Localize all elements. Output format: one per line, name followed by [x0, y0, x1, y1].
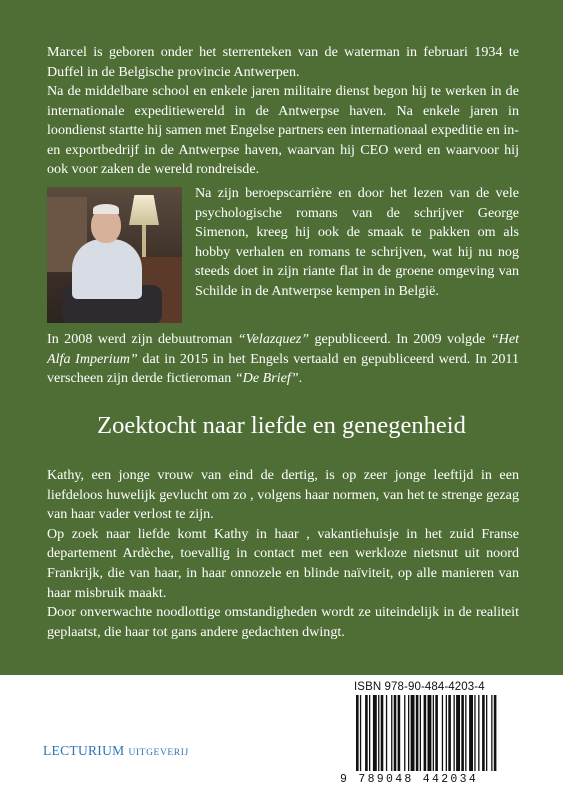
author-photo	[47, 187, 182, 323]
publisher-sub: UITGEVERIJ	[128, 748, 189, 758]
book-title-velazquez: “Velazquez”	[237, 331, 310, 347]
bio-paragraph-birth: Marcel is geboren onder het sterrenteken van de waterman in februari 1934 te Duffel in de Belgische provincie Antwerpen.	[47, 44, 519, 80]
synopsis	[47, 466, 519, 642]
bio-paragraph-publications: In 2008 werd zijn debuutroman “Velazquez” gepubliceerd. In 2009 volgde “Het Alfa Imperium” dat in 2015 in het Engels vertaald en gepubliceerd werd. In 2011 verscheen zijn derde fictieroman “De Brief”.	[47, 331, 519, 387]
bio-paragraph-career: Na de middelbare school en enkele jaren militaire dienst begon hij te werken in de internationale expeditiewereld in de Antwerpse haven. Na enkele jaren in loondienst startte hij samen met Engelse partners een internationaal expeditie en in- en exportbedrijf in de Antwerpse haven, waarvan hij CEO werd en waarvoor hij ook voor zaken de wereld rondreisde.	[47, 83, 519, 178]
barcode-digits: 9 789048 442034	[340, 773, 479, 786]
book-subtitle: Zoektocht naar liefde en genegenheid	[97, 412, 466, 439]
synopsis-paragraph-2: Op zoek naar liefde komt Kathy in haar , vakantiehuisje in het zuid Franse departement Ardèche, toevallig in contact met een werkloze nietsnut uit noord Frankrijk, die van haar, in haar onnozele en blinde naïviteit, op alle manieren van haar misbruik maakt.	[47, 525, 519, 601]
isbn-label: ISBN 978-90-484-4203-4	[354, 681, 485, 693]
bio-paragraph-writing: Na zijn beroepscarrière en door het lezen van de vele psychologische romans van de schrijver George Simenon, kreeg hij ook de smaak te pakken om als hobby verhalen en romans te schrijven, wat hij nu nog steeds doet in zijn riante flat in de groene omgeving van Schilde in de Antwerpse kempen in België.	[195, 185, 519, 299]
book-title-de-brief: “De Brief”	[234, 370, 299, 387]
barcode-icon	[354, 695, 539, 773]
book-title-alfa-imperium: “Het Alfa Imperium”	[47, 331, 519, 367]
publisher-name: LECTURIUM	[43, 743, 125, 758]
synopsis-paragraph-1: Kathy, een jonge vrouw van eind de dertig, is op zeer jonge leeftijd in een liefdeloos huwelijk gevlucht om zo , volgens haar normen, van het te strenge gezag van haar vader verlost te zijn.	[47, 467, 519, 523]
publisher-logo	[43, 743, 189, 759]
synopsis-paragraph-3: Door onverwachte noodlottige omstandigheden wordt ze uiteindelijk in de realiteit geplaatst, die haar tot gans andere gedachten dwingt.	[47, 604, 519, 640]
